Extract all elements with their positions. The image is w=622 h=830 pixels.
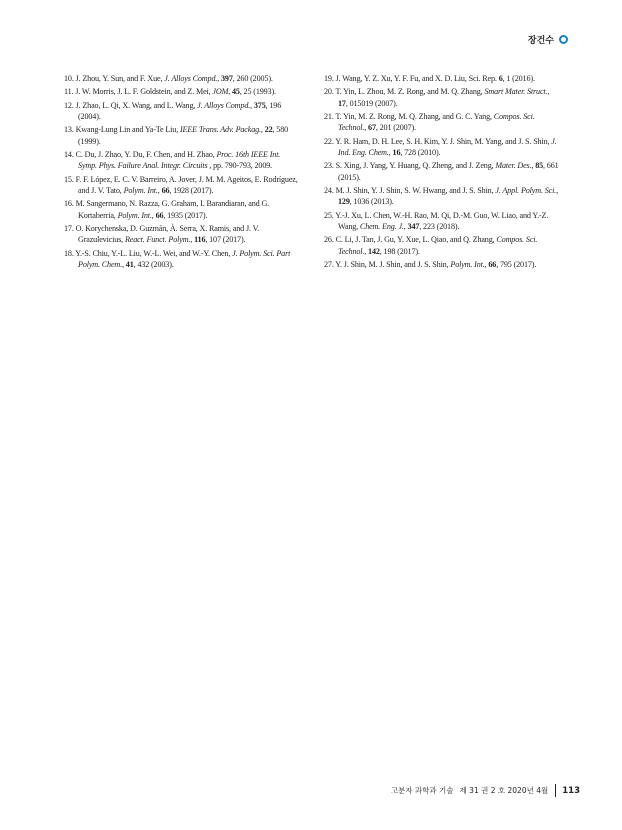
reference-volume: 45 — [231, 87, 240, 97]
reference-item — [64, 100, 300, 123]
reference-authors: 18. Y.-S. Chiu, Y.-L. Liu, W.-L. Wei, and W.-Y. Chen, — [64, 248, 233, 258]
reference-authors: 11. J. W. Morris, J. L. F. Goldstein, and Z. Mei, — [64, 87, 213, 97]
reference-item — [324, 73, 560, 84]
reference-separator: , — [556, 186, 558, 196]
reference-authors: 15. F. F. López, E. C. V. Barreiro, A. Jover, J. M. M. Ageitos, E. Rodríguez, and J. V. Tato, — [64, 174, 298, 196]
reference-authors: 17. O. Korychenska, D. Guzmán, À. Serra, X. Ramis, and J. V. Grazulevicius, — [64, 224, 260, 245]
reference-authors: 25. Y.-J. Xu, L. Chen, W.-H. Rao, M. Qi, D.-M. Guo, W. Liao, and Y.-Z. Wang, — [324, 210, 549, 232]
reference-pages-year: , 1928 (2017). — [169, 186, 214, 196]
reference-item — [324, 185, 560, 208]
reference-item — [324, 210, 560, 233]
reference-journal: JOM — [212, 87, 229, 97]
reference-authors: 22. Y. R. Ham, D. H. Lee, S. H. Kim, Y. J. Shin, M. Yang, and J. S. Shin, — [324, 136, 552, 146]
reference-item — [324, 259, 560, 270]
reference-volume: 22 — [264, 125, 273, 135]
reference-journal: Mater. Des. — [495, 161, 532, 171]
reference-journal: Polym. Int. — [117, 210, 152, 220]
reference-volume: 142 — [368, 246, 380, 256]
reference-journal: Polym. Int. — [123, 186, 158, 196]
reference-authors: 26. C. Li, J. Tan, J. Gu, Y. Xue, L. Qiao, and Q. Zhang, — [324, 235, 497, 245]
reference-separator: , — [228, 87, 232, 97]
reference-separator: , — [260, 125, 265, 135]
reference-item — [64, 174, 300, 197]
reference-pages-year: , 196 (2004). — [78, 100, 282, 122]
reference-separator: , — [190, 235, 195, 245]
reference-item — [324, 234, 560, 257]
reference-authors: 20. T. Yin, L. Zhou, M. Z. Rong, and M. Q. Zhang, — [324, 87, 485, 97]
reference-volume: 41 — [125, 260, 134, 270]
reference-volume: 116 — [194, 235, 206, 245]
reference-authors: 21. T. Yin, M. Z. Rong, M. Q. Zhang, and G. C. Yang, — [324, 112, 494, 122]
reference-volume: 66 — [161, 186, 170, 196]
reference-item — [64, 248, 300, 271]
reference-separator: , — [364, 246, 369, 256]
references-column-right — [324, 73, 560, 273]
reference-item — [64, 86, 300, 97]
reference-volume: 66 — [155, 210, 164, 220]
reference-volume: 129 — [338, 197, 350, 207]
reference-authors: 16. M. Sangermano, N. Razza, G. Graham, I. Barandiaran, and G. Kortaberria, — [64, 199, 270, 220]
reference-pages-year: , 107 (2017). — [205, 235, 246, 245]
reference-volume: 375 — [253, 100, 266, 110]
reference-pages-year: , 580 (1999). — [78, 125, 289, 146]
reference-volume: 6 — [498, 74, 503, 83]
reference-separator: , — [403, 222, 408, 232]
reference-separator: , — [151, 210, 156, 220]
reference-authors: 12. J. Zhao, L. Qi, X. Wang, and L. Wang, — [64, 100, 198, 110]
running-header — [528, 33, 568, 46]
reference-authors: 14. C. Du, J. Zhao, Y. Du, F. Chen, and H. Zhao, — [64, 150, 217, 160]
reference-pages-year: , pp. 790-793, 2009. — [207, 161, 273, 171]
reference-item — [64, 149, 300, 172]
footer-issue-info: 제 31 권 2 호 2020년 4월 — [459, 786, 549, 795]
reference-pages-year: , 1036 (2013). — [349, 197, 394, 207]
reference-separator: , — [388, 148, 393, 158]
reference-journal: J. Alloys Compd. — [197, 100, 251, 110]
reference-volume: 16 — [392, 148, 401, 158]
reference-journal: IEEE Trans. Adv. Packag. — [179, 125, 261, 135]
reference-journal: Chem. Eng. J. — [359, 222, 404, 232]
reference-journal: Proc. 16th IEEE Int. Symp. Phys. Failure Anal. Integr. Circuits — [78, 150, 281, 171]
reference-volume: 347 — [407, 222, 420, 232]
reference-item — [324, 86, 560, 109]
reference-volume: 67 — [368, 123, 376, 133]
footer-divider — [555, 784, 556, 797]
reference-journal: J. Ind. Eng. Chem. — [338, 136, 557, 158]
reference-item — [64, 124, 300, 147]
reference-item — [64, 198, 300, 221]
page-number: 113 — [562, 785, 580, 796]
reference-pages-year: , 260 (2005). — [232, 74, 273, 83]
footer-journal-name: 고분자 과학과 기술 — [390, 786, 454, 795]
reference-item — [64, 223, 300, 246]
reference-authors: 23. S. Xing, J. Yang, Y. Huang, Q. Zheng, and J. Zeng, — [324, 161, 496, 171]
reference-authors: 13. Kwang-Lung Lin and Ya-Te Liu, — [64, 125, 180, 135]
reference-authors: 27. Y. J. Shin, M. J. Shin, and J. S. Shin, — [324, 260, 451, 270]
references-section — [64, 73, 560, 273]
circle-bullet-icon — [559, 35, 568, 44]
page-footer — [391, 784, 580, 797]
reference-separator: , — [122, 260, 126, 270]
reference-journal: J. Appl. Polym. Sci. — [495, 186, 557, 196]
reference-journal: J. Polym. Sci. Part Polym. Chem. — [78, 248, 291, 270]
reference-volume: 66 — [488, 260, 497, 270]
reference-authors: 10. J. Zhou, Y. Sun, and F. Xue, — [64, 74, 165, 83]
references-column-left — [64, 73, 300, 273]
reference-journal: Compos. Sci. Technol. — [338, 235, 538, 256]
reference-separator: , — [547, 87, 550, 97]
reference-pages-year: , 795 (2017). — [496, 260, 537, 270]
reference-pages-year: , 432 (2003). — [133, 260, 174, 270]
reference-separator: , — [250, 100, 254, 110]
reference-journal: Polym. Int. — [450, 260, 485, 270]
reference-pages-year: , 1935 (2017). — [163, 210, 208, 220]
reference-authors: 24. M. J. Shin, Y. J. Shin, S. W. Hwang, and J. S. Shin, — [324, 186, 496, 196]
reference-pages-year: , 201 (2007). — [375, 123, 416, 133]
reference-separator: , — [364, 123, 369, 133]
reference-volume: 85 — [535, 161, 544, 171]
reference-journal: Smart Mater. Struct. — [484, 87, 548, 97]
reference-volume: 17 — [338, 98, 346, 108]
reference-item — [324, 136, 560, 159]
reference-separator: , — [531, 161, 536, 171]
reference-journal: React. Funct. Polym. — [124, 235, 191, 245]
reference-volume: 397 — [221, 74, 233, 83]
reference-authors: 19. J. Wang, Y. Z. Xu, Y. F. Fu, and X. D. Liu, Sci. Rep. — [324, 74, 499, 83]
header-author-name: 장건수 — [527, 36, 554, 46]
reference-pages-year: , 015019 (2007). — [345, 98, 398, 108]
reference-item — [324, 111, 560, 134]
reference-item — [64, 73, 300, 84]
reference-pages-year: , 1 (2016). — [502, 74, 535, 83]
reference-journal: J. Alloys Compd. — [164, 74, 218, 83]
reference-journal: Compos. Sci. Technol. — [338, 112, 535, 133]
reference-item — [324, 160, 560, 183]
reference-pages-year: , 25 (1993). — [239, 87, 276, 97]
reference-pages-year: , 728 (2010). — [400, 148, 441, 158]
reference-pages-year: , 661 (2015). — [338, 161, 559, 182]
reference-pages-year: , 198 (2017). — [379, 246, 420, 256]
reference-separator: , — [484, 260, 489, 270]
reference-separator: , — [157, 186, 162, 196]
reference-pages-year: , 223 (2018). — [419, 222, 460, 232]
reference-separator: , — [217, 74, 221, 83]
